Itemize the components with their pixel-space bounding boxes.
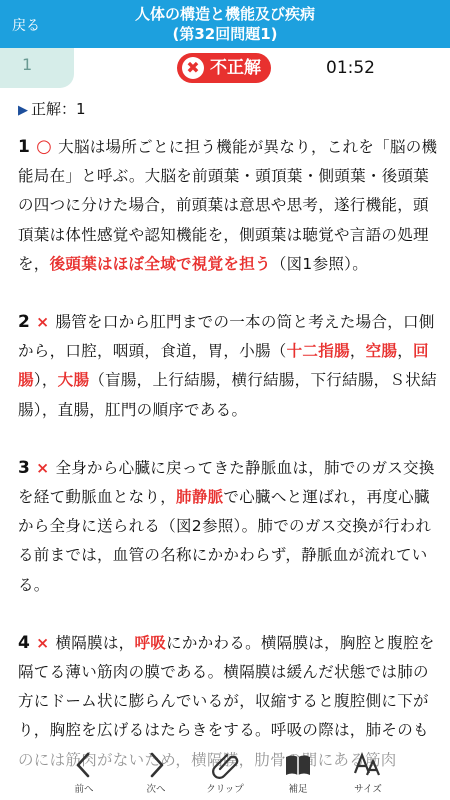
item-text: （図1参照）。 — [270, 254, 369, 273]
item-number: 3 — [18, 457, 31, 478]
paperclip-icon — [195, 749, 255, 781]
timer: 01:52 — [326, 58, 375, 78]
wrong-mark-icon: × — [36, 458, 50, 477]
explanation-item — [18, 454, 438, 600]
supplement-button[interactable] — [268, 749, 328, 799]
item-text: 大脳は場所ごとに担う機能が異なり，これを「脳の機能局在」と呼ぶ。大脳を前頭葉・頭頂葉・側頭葉・後頭葉の四つに分けた場合，前頭葉は意思や思考，遂行機能，頭頂葉は体性感覚や認知機能を，側頭葉は聴覚や言語の処理を， — [18, 138, 438, 273]
highlight-text: 呼吸 — [134, 633, 167, 652]
clip-button[interactable] — [195, 749, 255, 799]
back-button[interactable]: 戻る — [12, 18, 40, 34]
size-label: サイズ — [354, 784, 382, 795]
triangle-right-icon: ▶ — [18, 103, 28, 118]
answer-value: 1 — [76, 100, 86, 118]
bottom-toolbar — [0, 745, 450, 800]
highlight-text: 肺静脈 — [176, 488, 224, 507]
clip-label: クリップ — [206, 784, 244, 795]
highlight-text: 十二指腸 — [286, 342, 350, 361]
correct-mark-icon: ○ — [36, 136, 53, 157]
separator: ， — [397, 342, 414, 361]
item-text: にかかわる。横隔膜は，胸腔と腹腔を隔てる薄い筋肉の膜である。横隔膜は緩んだ状態では肺の方にドーム状に膨らんでいるが，収縮すると腹腔側に下がり，胸腔を広げるはたらきをする。呼吸の際は，肺そのも — [18, 633, 435, 740]
highlight-text: 回腸 — [18, 342, 429, 390]
title-line-2: (第32回問題1) — [172, 25, 278, 43]
explanation-item — [18, 308, 438, 425]
font-size-icon — [338, 749, 398, 781]
highlight-text: 大腸 — [57, 371, 90, 390]
next-button[interactable] — [126, 749, 186, 799]
highlight-text: 空腸 — [365, 342, 398, 361]
result-label: 不正解 — [210, 58, 261, 78]
answer-label: 正解： — [31, 100, 77, 118]
wrong-mark-icon: × — [36, 313, 50, 332]
chevron-left-icon — [54, 749, 114, 781]
explanation-item — [18, 132, 438, 279]
item-text: 横隔膜は， — [55, 633, 135, 652]
item-text: で心臓へと運ばれ，再度心臓から全身に送られる（図2参照）。肺でのガス交換が行われる前までは，血管の名称にかかわらず，静脈血が流れている。 — [18, 488, 432, 594]
highlight-text: 後頭葉はほぼ全域で視覚を担う — [49, 254, 271, 273]
size-button[interactable] — [338, 749, 398, 799]
page-title — [0, 4, 450, 44]
incorrect-icon: ✖ — [182, 57, 204, 79]
title-line-1: 人体の構造と機能及び疾病 — [134, 5, 315, 23]
next-label: 次へ — [146, 784, 166, 795]
result-badge — [177, 53, 271, 83]
prev-button[interactable] — [54, 749, 114, 799]
wrong-mark-icon: × — [36, 633, 50, 652]
status-bar — [0, 48, 450, 88]
prev-label: 前へ — [74, 784, 94, 795]
separator: ， — [349, 342, 366, 361]
item-number: 2 — [18, 312, 31, 333]
question-number: 1 — [22, 55, 33, 74]
question-number-tab[interactable] — [0, 48, 74, 88]
item-number: 1 — [18, 137, 31, 157]
item-text: （盲腸，上行結腸，横行結腸，下行結腸，Ｓ状結腸），直腸，肛門の順序である。 — [18, 371, 437, 419]
explanation-content — [18, 132, 438, 800]
supplement-label: 補足 — [288, 784, 308, 795]
item-text: ）， — [33, 371, 58, 390]
item-text: 腸管を口から肛門までの一本の筒と考えた場合，口側から，口腔，咽頭，食道，胃，小腸（ — [18, 313, 435, 361]
chevron-right-icon — [126, 749, 186, 781]
item-number: 4 — [18, 632, 31, 653]
header-bar — [0, 0, 450, 48]
correct-answer-row — [18, 98, 86, 119]
item-text: 全身から心臓に戻ってきた静脈血は，肺でのガス交換を経て動脈血となり， — [18, 458, 435, 507]
book-icon — [268, 749, 328, 781]
